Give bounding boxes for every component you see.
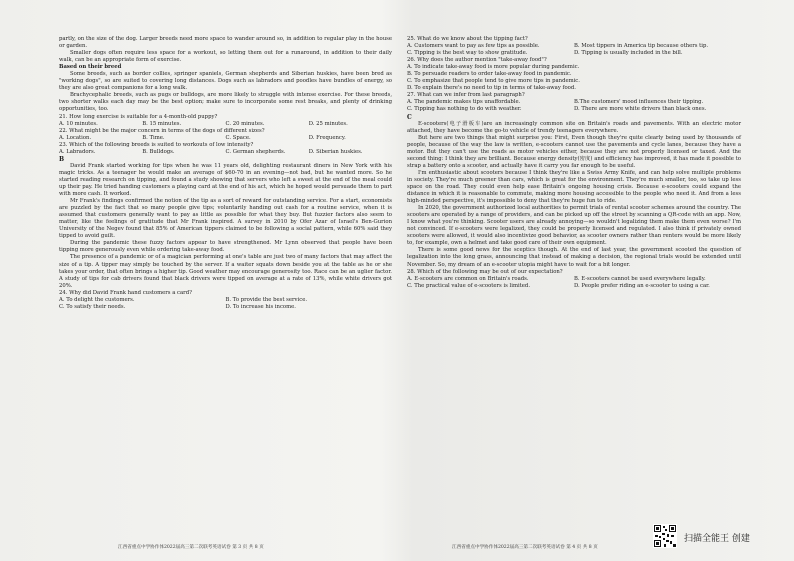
question-23: 23. Which of the following breeds is suited to workouts of low intensity?	[59, 141, 254, 148]
option: C. The practical value of e-scooters is limited.	[407, 282, 530, 289]
option: C. Tipping is the best way to show gratitude.	[407, 50, 528, 57]
question-24-options	[59, 297, 392, 304]
option: B. Bulldogs.	[142, 148, 175, 155]
option: A. 10 minutes.	[59, 120, 98, 127]
question-21: 21. How long exercise is suitable for a 4-month-old puppy?	[59, 113, 218, 120]
option: C. 20 minutes.	[225, 120, 265, 127]
passage-b-paragraph-3: During the pandemic these fuzzy factors appear to have strengthened. Mr Lynn observed that people have been tipping more generously even while ordering take-away food.	[59, 240, 392, 254]
section-c-heading: C	[407, 113, 412, 121]
question-26: 26. Why does the author mention "take-away food"?	[407, 57, 547, 64]
section-b-heading: B	[59, 155, 65, 163]
option: B. 15 minutes.	[142, 120, 182, 127]
option: A. To delight the customers.	[59, 296, 135, 303]
option: B. Time.	[142, 134, 165, 141]
option: D. Tipping is usually included in the bill.	[574, 50, 683, 57]
passage-c-paragraph-5: There is some good news for the sceptics though. At the end of last year, the government scooted the question of legalization into the long grass, announcing that instead of making a decision, the regional trials would be extended until November. So, my dream of an e-scooter utopia might have to wait for a bit longer.	[407, 247, 741, 268]
question-27: 27. What can we infer from last paragraph?	[407, 92, 525, 99]
option: D. Frequency.	[308, 134, 346, 141]
question-24: 24. Why did David Frank hand customers a card?	[59, 289, 192, 296]
option: D. There are more white drivers than black ones.	[574, 106, 707, 113]
option: C. Space.	[225, 134, 251, 141]
passage-a-breeds: Some breeds, such as border collies, springer spaniels, German shepherds and Siberian huskies, have been bred as "working dogs", so are suited to covering long distances. Dogs such as labradors and poodles have bundles of energy, so they are also great companions for a long walk.	[59, 71, 392, 92]
question-25-options-row-2	[407, 50, 741, 57]
question-21-options	[59, 121, 392, 128]
question-24-options-row-2	[59, 304, 392, 311]
passage-c-paragraph-2: But here are two things that might surprise you: First, Even though they're quite clearly being used by thousands of people, because of the way the law is written, e-scooters cannot use the pavements and cycle lanes, because they have a motor. But they can't use the roads as motor vehicles either, because they are not properly licensed or taxed. And the second thing: I think they are brilliant. Because energy density(密度) and efficiency has improved, it has made it possible to strap a battery onto a scooter, and actually have it carry you far enough to be useful.	[407, 134, 741, 169]
passage-a-small-dogs: Smaller dogs often require less space for a workout, so letting them out for a runaround, in addition to their daily walk, can be an appropriate form of exercise.	[59, 50, 392, 64]
passage-b-paragraph-1: David Frank started working for tips when he was 11 years old, delighting restaurant diners in New York with his magic tricks. As a teenager he would make an average of $60-70 in an evening—not bad, but he wanted more. So he started reading research on tipping, and found a study showing that servers who left a sweet at the end of the meal could up their pay. He tried handing customers a playing card at the end of his act, which he hoped would persuade them to part with more cash. It worked.	[59, 162, 392, 198]
option: D. 25 minutes.	[308, 120, 348, 127]
option: D. To explain there's no need to tip in terms of take-away food.	[407, 85, 576, 92]
option: C. German shepherds.	[225, 148, 286, 155]
question-22-options	[59, 135, 392, 142]
question-27-options	[407, 99, 741, 106]
page-3-column	[59, 36, 392, 311]
option: A. The pandemic makes tips unaffordable.	[407, 99, 521, 106]
question-28: 28. Which of the following may be out of our expectation?	[407, 268, 563, 275]
option: B. Most tippers in America tip because others tip.	[574, 43, 709, 50]
option: B. To persuade readers to order take-away food in pandemic.	[407, 71, 572, 78]
option: C. Tipping has nothing to do with weather.	[407, 106, 522, 113]
question-28-options-row-2	[407, 283, 741, 290]
page-4-footer: 江西省重点中学协作体2022届高三第二次联考英语试卷 第 4 页 共 8 页	[452, 545, 598, 550]
scanner-watermark: 扫描全能王 创建	[684, 534, 750, 544]
question-28-options	[407, 276, 741, 283]
passage-c-paragraph-3: I'm enthusiastic about scooters because I think they're like a Swiss Army Knife, and can help solve multiple problems in society. They're much greener than cars, which is great for the environment. They're much smaller, too, so take up less space on the road. They could even help ease Britain's ongoing housing crisis. Because e-scooters could expand the distance in which it is reasonable to commute, making more housing accessible to the people who need it. And from a less high-minded perspective, it's impossible to deny that they're huge fun to ride.	[407, 169, 741, 205]
passage-c-paragraph-4: In 2020, the government authorized local authorities to permit trials of rental scooter schemes around the country. The scooters are operated by a range of providers, and can be picked up off the street by scanning a QR-code with an app. Now, I know what you're thinking. Scooter users are already annoying—so wouldn't legalizing them make them even worse? I'm not convinced. If e-scooters were legalized, they could be properly licensed and regulated. I also think if privately owned scooters were allowed, it would also incentivize good behavior, as scooter owners rather than renters would be more likely to, for example, own a helmet and take good care of their own equipment.	[407, 205, 741, 247]
option: D. Siberian huskies.	[308, 148, 363, 155]
passage-b-paragraph-4: The presence of a pandemic or of a magician performing at one's table are just two of many factors that may affect the size of a tip. A tipper may simply be touched by the server. If a waiter squats down beside you at the table as he or she takes your order, that often brings a higher tip. Good weather may encourage generosity too. Race can be an uglier factor. A study of tips for cab drivers found that black drivers were tipped on average at a rate of 13%, while white drivers got 20%.	[59, 254, 392, 289]
option: A. Location.	[59, 134, 92, 141]
option: A. Customers want to pay as few tips as possible.	[407, 43, 540, 50]
option: B. E-scooters cannot be used everywhere legally.	[574, 275, 706, 282]
option: A. Labradors.	[59, 148, 96, 155]
passage-a-heading: Based on their breed	[59, 64, 122, 71]
passage-c-paragraph-1: E-scooters(电子滑板车)are an increasingly common site on Britain's roads and pavements. With an electric motor attached, they have become the go-to vehicle of trendy teenagers everywhere.	[407, 120, 741, 134]
passage-a-brachycephalic: Brachycephalic breeds, such as pugs or bulldogs, are more likely to struggle with intense exercise. For these breeds, two shorter walks each day may be the best option; make sure to incorporate some rest breaks, and plenty of drinking opportunities, too.	[59, 92, 392, 113]
question-27-options-row-2	[407, 106, 741, 113]
passage-b-paragraph-2: Mr Frank's findings confirmed the notion of the tip as a sort of reward for outstanding service. For a start, economists are puzzled by the fact that so many people give tips; voluntarily handing out cash for a routine service, when it is assumed that customers generally want to pay as little as possible for what they buy. But fuzzier factors also seem to matter, like the feelings of gratitude that Mr Frank inspired. A survey in 2010 by Ofer Azar of Israel's Ben-Gurion University of the Negev found that 85% of American tippers claimed to be following a social pattern, while 60% said they tipped to avoid guilt.	[59, 198, 392, 240]
page-4-column	[407, 36, 741, 290]
question-25-options	[407, 43, 741, 50]
option: A. E-scooters are common on Britain's roads.	[407, 275, 529, 282]
page-3-footer: 江西省重点中学协作体2022届高三第二次联考英语试卷 第 3 页 共 8 页	[118, 545, 264, 550]
qr-code-icon	[653, 524, 677, 548]
question-25: 25. What do we know about the tipping fact?	[407, 36, 528, 42]
option: D. To increase his income.	[225, 303, 296, 310]
passage-a-continued: partly, on the size of the dog. Larger breeds need more space to wander around so, in addition to regular play in the house or garden.	[59, 36, 392, 50]
question-23-options	[59, 149, 392, 156]
question-22: 22. What might be the major concern in terms of the dogs of different sizes?	[59, 127, 265, 134]
option: A. To indicate take-away food is more popular during pandemic.	[407, 64, 580, 71]
option: D. People prefer riding an e-scooter to using a car.	[574, 282, 710, 289]
option: C. To emphasize that people tend to give more tips in pandemic.	[407, 78, 580, 85]
option: C. To satisfy their needs.	[59, 303, 126, 310]
option: B.The customers' mood influences their tipping.	[574, 99, 704, 106]
option: B. To provide the best service.	[225, 296, 308, 303]
